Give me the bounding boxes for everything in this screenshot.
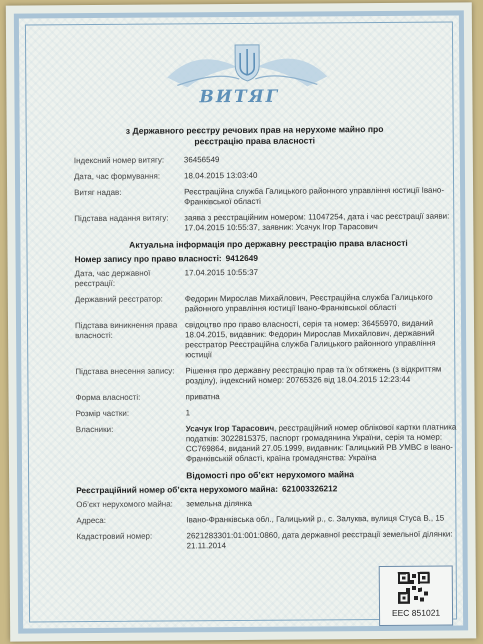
registration-row <box>75 364 463 387</box>
registration-label: Розмір частки: <box>75 408 130 419</box>
registration-value: 1 <box>185 408 191 418</box>
property-row <box>76 497 464 510</box>
detail-row <box>74 169 462 182</box>
property-record-number <box>76 482 464 495</box>
owner-name: Усачук Ігор Тарасович <box>185 423 275 434</box>
blank-code: ЕЕС 851021 <box>391 607 441 618</box>
owners-row <box>76 422 464 465</box>
registration-label: Державний реєстратор: <box>74 294 163 305</box>
registration-row <box>76 406 464 419</box>
property-label: Кадастровий номер: <box>76 531 153 542</box>
document-sheet <box>6 2 476 641</box>
property-value: земельна ділянка <box>186 498 252 509</box>
registration-section-title: Актуальна інформація про державну реєстрацію права власності <box>129 237 408 250</box>
detail-value: Реєстраційна служба Галицького районного управління юстиції Івано-Франківської області <box>184 185 445 207</box>
detail-value: 18.04.2015 13:03:40 <box>183 170 258 181</box>
property-record-value: 621003326212 <box>281 483 338 494</box>
record-label: Номер запису про право власності: <box>74 253 222 265</box>
blank-code-box <box>379 566 453 627</box>
registration-label: Форма власності: <box>75 392 141 403</box>
ornamental-border <box>14 10 468 633</box>
registration-row <box>75 292 463 315</box>
registration-label: Дата, час державної реєстрації: <box>74 268 151 289</box>
owners-value <box>186 422 464 464</box>
ownership-record-number <box>75 251 463 264</box>
registration-value: 17.04.2015 10:55:37 <box>184 267 259 278</box>
property-value: 2621283301:01:001:0860, дата державної реєстрації земельної ділянки: 21.11.2014 <box>186 529 453 551</box>
detail-label: Підстава надання витягу: <box>74 213 169 224</box>
document-content <box>74 153 465 558</box>
registration-row <box>75 266 463 289</box>
registration-value: приватна <box>185 392 220 402</box>
registration-value: Федорин Мирослав Михайлович, Реєстраційна служба Галицького районного управління юстиції Івано-Франківської області <box>184 292 433 314</box>
document-title: ВИТЯГ <box>199 86 280 108</box>
owners-label: Власники: <box>75 424 114 435</box>
registration-value: свідоцтво про право власності, серія та номер: 36455970, виданий 18.04.2015, видавник: Федорин Мирослав Михайлович, державний реєстратор Реєстраційна служба Галицького районного управління юстиції <box>184 318 436 360</box>
detail-label: Індексний номер витягу: <box>73 155 165 166</box>
property-row <box>76 513 464 526</box>
property-label: Адреса: <box>76 515 106 526</box>
registration-value: Рішення про державну реєстрацію прав та їх обтяжень (з відкриттям розділу), індексний номер: 20765326 від 18.04.2015 12:23:44 <box>185 364 442 386</box>
owner-details: , реєстраційний номер облікової картки платника податків: 3022815375, паспорт громадянина України, серія та номер: СС769864, виданий 27.05.1999, видавник: Галицький РВ УМВС в Івано-Франківській області, країна громадянства: Україна <box>185 422 457 464</box>
registration-label: Підстава внесення запису: <box>75 366 175 377</box>
property-row <box>76 529 464 552</box>
property-value: Івано-Франківська обл., Галицький р., с. Залуква, вулиця Стуса В., 15 <box>186 513 445 525</box>
detail-label: Дата, час формування: <box>73 171 161 182</box>
detail-value: заява з реєстраційним номером: 11047254, дата і час реєстрації заяви: 17.04.2015 10:55:37, заявник: Усачук Ігор Тарасович <box>184 211 450 233</box>
property-record-label: Реєстраційний номер об’єкта нерухомого майна: <box>76 483 279 496</box>
detail-row <box>74 153 462 166</box>
detail-row <box>74 185 462 208</box>
record-number: 9412649 <box>225 252 258 264</box>
detail-label: Витяг надав: <box>74 187 122 198</box>
document-subtitle: з Державного реєстру речових прав на нерухоме майно про реєстрацію права власності <box>125 124 384 147</box>
property-section-title: Відомості про об’єкт нерухомого майна <box>186 469 354 481</box>
registration-row <box>75 390 463 403</box>
detail-value: 36456549 <box>183 155 220 165</box>
detail-row <box>74 211 462 234</box>
qr-code-icon <box>398 572 430 604</box>
registration-row <box>75 318 463 361</box>
property-label: Об’єкт нерухомого майна: <box>76 499 173 510</box>
registration-label: Підстава виникнення права власності: <box>74 320 178 341</box>
